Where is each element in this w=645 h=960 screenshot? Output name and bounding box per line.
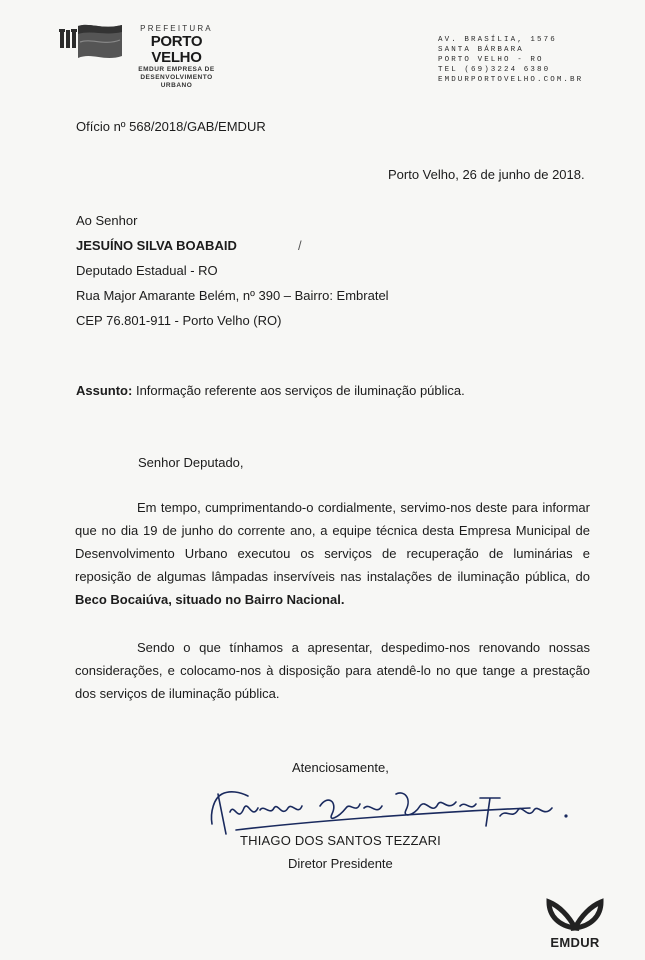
body-paragraph-2-text: Sendo o que tínhamos a apresentar, despedimo-nos renovando nossas considerações, e colocamo-nos à disposição para atendê-lo no que tange a prestação dos serviços de iluminação pública.: [75, 640, 590, 701]
recipient-name: JESUÍNO SILVA BOABAID: [76, 238, 237, 253]
body-paragraph-2: [75, 636, 590, 705]
leaf-logo-icon: [543, 888, 607, 932]
address-line: AV. BRASÍLIA, 1576: [438, 36, 557, 44]
recipient-address: Rua Major Amarante Belém, nº 390 – Bairro: Embratel: [76, 288, 389, 303]
document-reference: Ofício nº 568/2018/GAB/EMDUR: [76, 119, 266, 134]
logo-sub-line: URBANO: [160, 82, 193, 89]
logo-sub-line: DESENVOLVIMENTO: [140, 74, 213, 81]
header-address: [438, 35, 598, 85]
subject-label: Assunto:: [76, 383, 133, 398]
logo-prefeitura: PREFEITURA: [140, 24, 213, 33]
prefeitura-logo: [56, 22, 226, 89]
logo-text: [124, 24, 229, 90]
pen-tick-mark: /: [298, 238, 302, 253]
signatory-role: Diretor Presidente: [288, 856, 393, 871]
recipient-cep: CEP 76.801-911 - Porto Velho (RO): [76, 313, 282, 328]
flag-emblem-icon: [56, 22, 124, 62]
body-paragraph-1-bold: Beco Bocaiúva, situado no Bairro Nacional.: [75, 592, 345, 607]
address-line: SANTA BÁRBARA: [438, 46, 524, 54]
logo-city: PORTO VELHO: [150, 33, 203, 66]
recipient-title: Deputado Estadual - RO: [76, 263, 218, 278]
closing: Atenciosamente,: [292, 760, 389, 775]
signatory-name: THIAGO DOS SANTOS TEZZARI: [240, 833, 441, 848]
address-line: EMDURPORTOVELHO.COM.BR: [438, 76, 584, 84]
emdur-logo: [540, 888, 610, 950]
body-paragraph-1: [75, 496, 590, 611]
logo-sub-line: EMDUR EMPRESA DE: [138, 66, 215, 73]
recipient-salutation: Ao Senhor: [76, 213, 138, 228]
address-line: PORTO VELHO - RO: [438, 56, 544, 64]
place-date: Porto Velho, 26 de junho de 2018.: [388, 167, 585, 182]
subject-line: [76, 382, 465, 399]
greeting: Senhor Deputado,: [138, 455, 244, 470]
body-paragraph-1-text: Em tempo, cumprimentando-o cordialmente, servimo-nos deste para informar que no dia 19 de junho do corrente ano, a equipe técnica desta Empresa Municipal de Desenvolvimento Urbano executou os serviços de recuperação de luminárias e reposição de algumas lâmpadas inservíveis nas instalações de iluminação pública, do: [75, 500, 590, 584]
emdur-brand: EMDUR: [550, 935, 600, 950]
address-line: TEL (69)3224 6380: [438, 66, 551, 74]
subject-text: Informação referente aos serviços de iluminação pública.: [135, 383, 465, 398]
